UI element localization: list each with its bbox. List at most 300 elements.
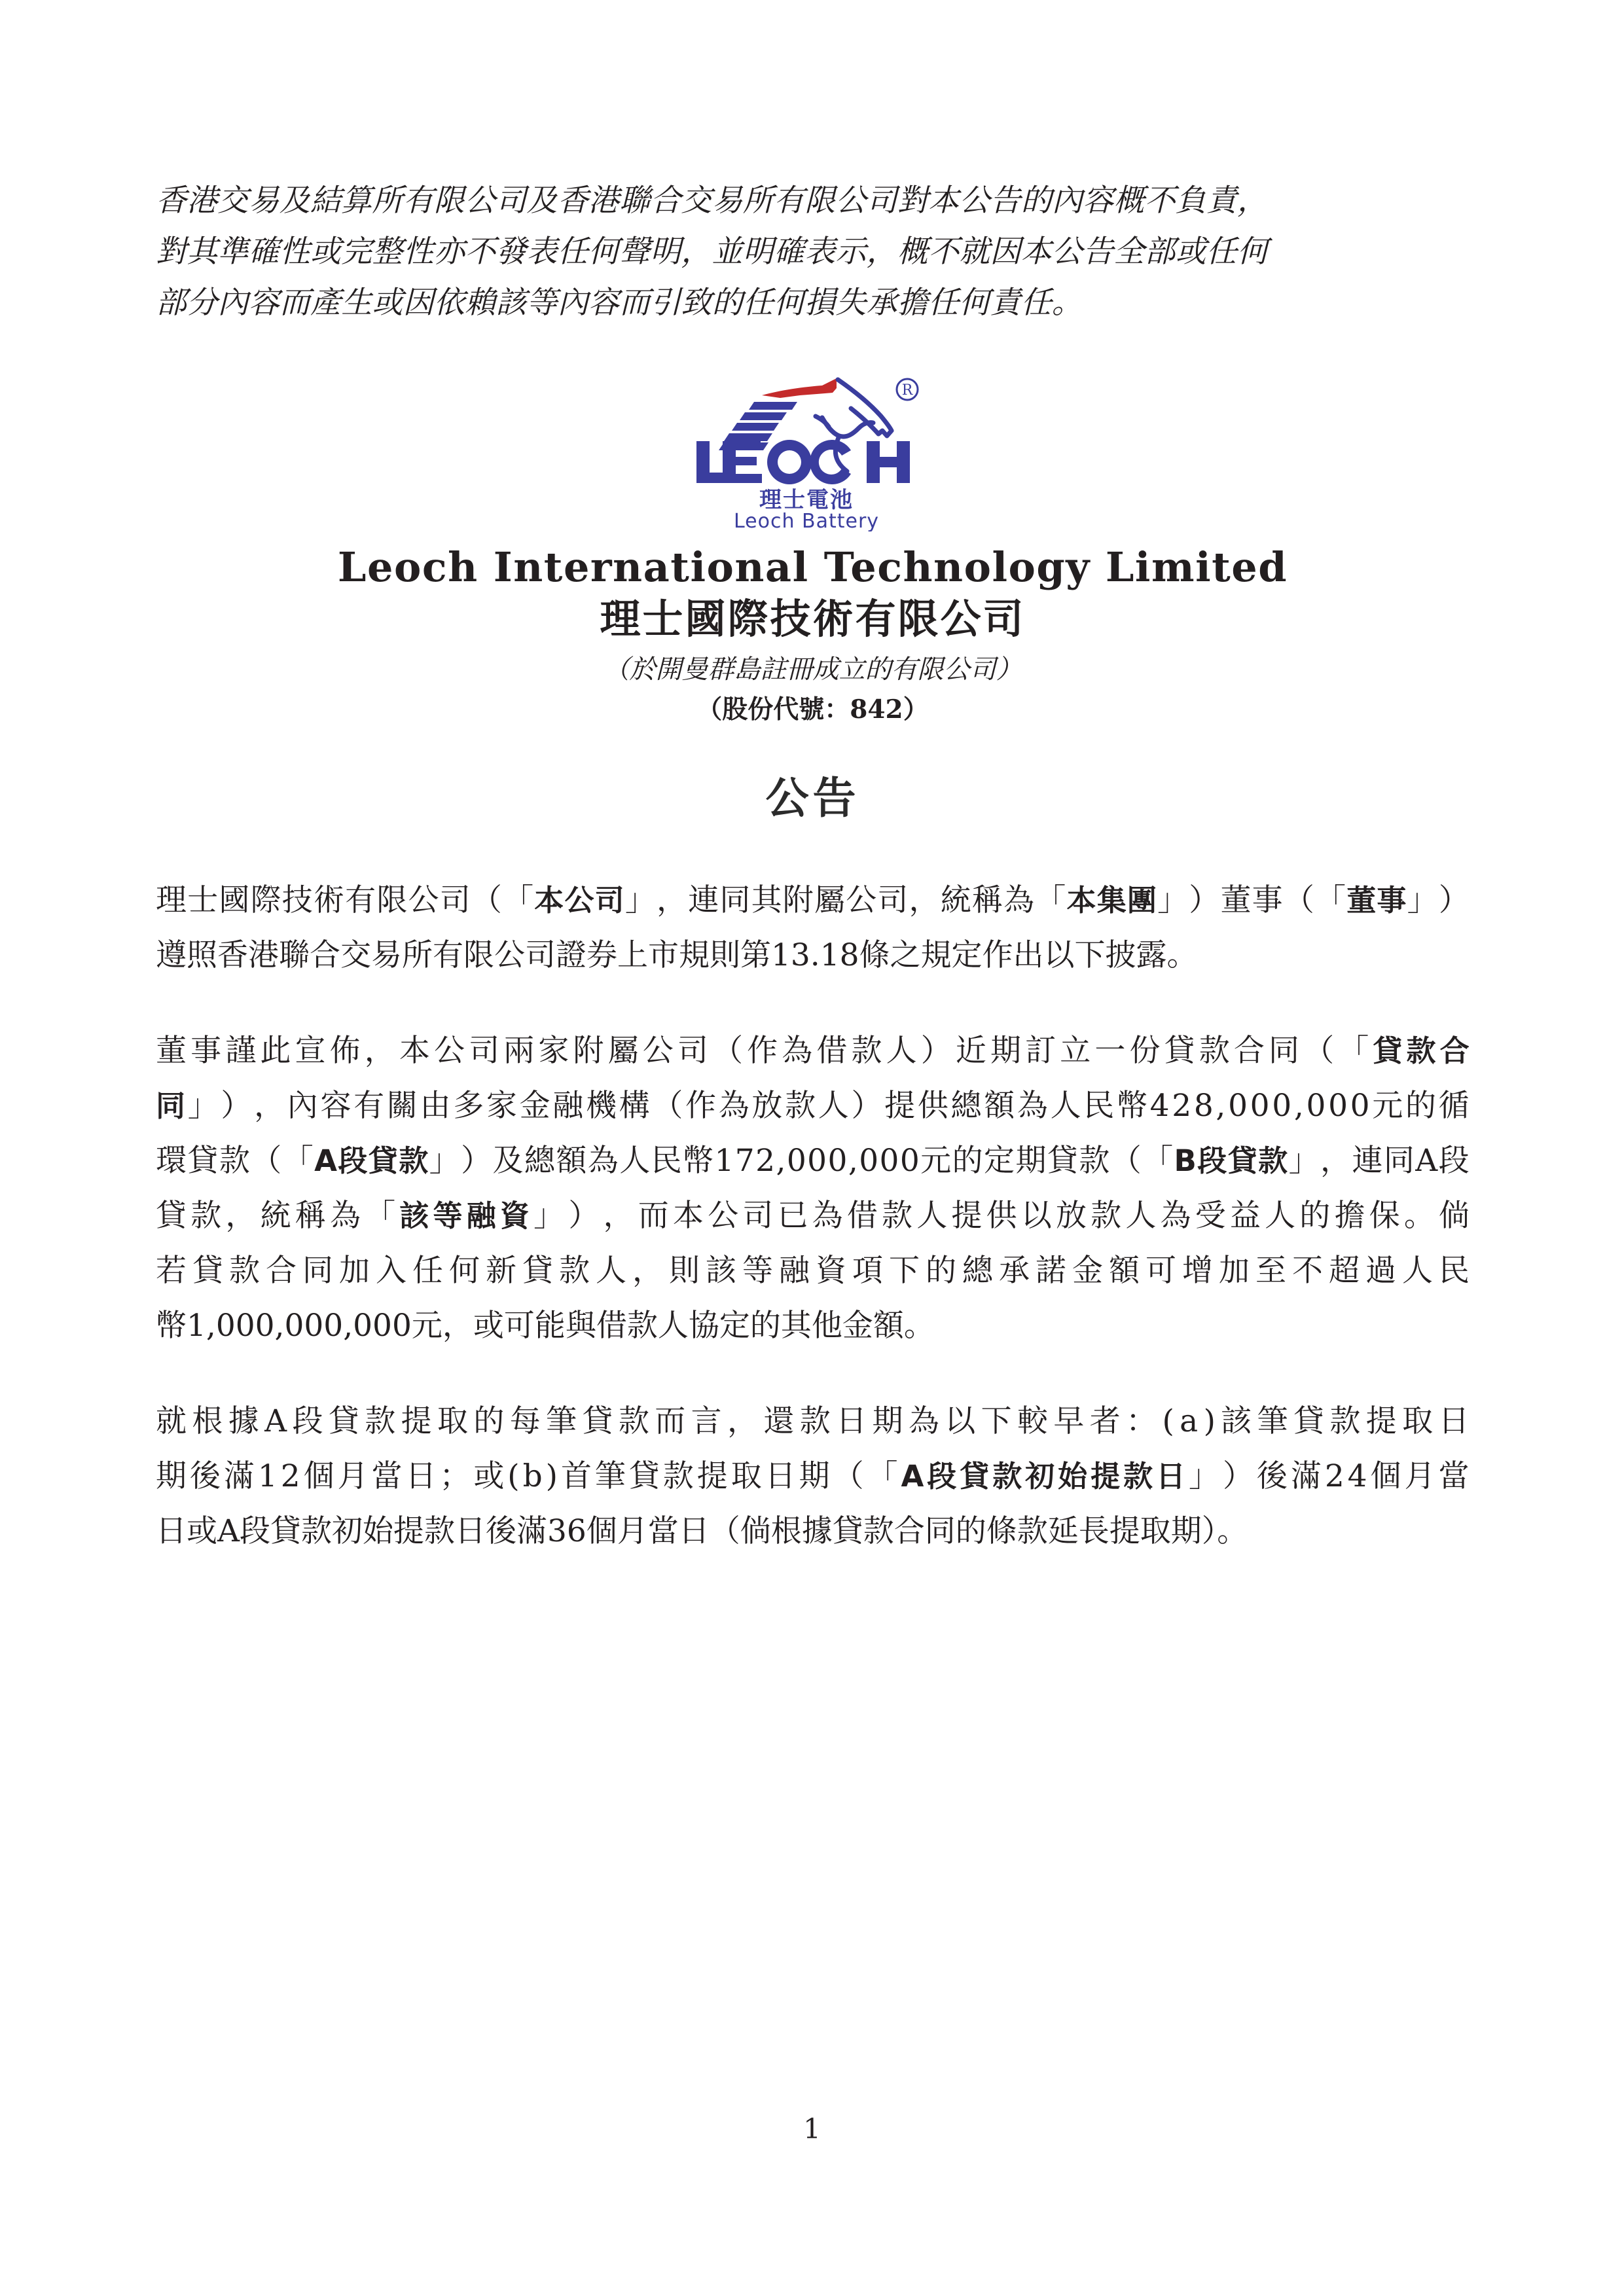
text-char: 民: [1439, 1253, 1470, 1289]
text-char: 機: [585, 1088, 617, 1124]
paragraph-3: [156, 1394, 1470, 1559]
registered-trademark-icon: [897, 379, 918, 400]
text-char: 為: [1160, 1198, 1191, 1234]
text-char: 統: [260, 1198, 291, 1234]
emphasis-char: 合: [1439, 1033, 1470, 1068]
text-char: 1: [714, 1143, 734, 1179]
text-char: 融: [552, 1088, 584, 1124]
stock-code: （股份代號：842）: [696, 694, 929, 725]
text-char: 人: [1265, 1198, 1296, 1234]
disclaimer-line-2: 對其準確性或完整性亦不發表任何聲明，並明確表示，概不就因本公告全部或任何: [156, 234, 1269, 270]
text-char: 2: [1324, 1458, 1344, 1494]
text-char: ): [1203, 1403, 1216, 1439]
text-char: ）: [851, 1088, 882, 1124]
emphasis-char: 本: [1066, 883, 1096, 918]
text-char: 取: [1402, 1403, 1434, 1439]
text-char: 日: [836, 1403, 867, 1439]
page-content: [156, 0, 1470, 1600]
text-char: 理: [156, 882, 187, 918]
text-char: 合: [1233, 1033, 1265, 1069]
text-char: 過: [1365, 1253, 1396, 1289]
text-char: 本: [672, 1198, 704, 1234]
emphasis-char: 貸: [368, 1143, 398, 1178]
text-char: 有: [353, 1088, 385, 1124]
text-char: 人: [916, 1198, 948, 1234]
text-char: 關: [386, 1088, 418, 1124]
emphasis-char: 款: [1258, 1143, 1288, 1178]
text-char: b: [522, 1458, 543, 1494]
text-char: 屬: [814, 882, 845, 918]
text-char: 為: [908, 1403, 939, 1439]
text-char: 有: [345, 882, 376, 918]
emphasis-char: A: [901, 1459, 924, 1494]
text-char: 融: [779, 1253, 810, 1289]
emphasis-char: 公: [564, 883, 594, 918]
text-char: 段: [292, 1403, 323, 1439]
text-char: 為: [1003, 882, 1035, 918]
text-char: 公: [408, 882, 439, 918]
text-char: 個: [1370, 1458, 1401, 1494]
emphasis-char: 款: [1406, 1033, 1436, 1068]
text-char: 際: [250, 882, 281, 918]
text-char: ：: [1126, 1403, 1157, 1439]
paragraph-line: [156, 1394, 1470, 1449]
text-char: 立: [1060, 1033, 1091, 1069]
text-char: ）: [461, 1143, 492, 1179]
text-char: 司: [742, 1198, 774, 1234]
text-char: ）: [221, 1088, 252, 1124]
text-char: 人: [1402, 1253, 1433, 1289]
text-char: 款: [851, 1033, 882, 1069]
paragraph-line: [156, 1299, 1470, 1354]
text-char: 款: [1091, 1198, 1122, 1234]
emphasis-char: 等: [433, 1198, 463, 1233]
company-name-zh: 理士國際技術有限公司: [600, 595, 1026, 643]
text-char: 附: [573, 1033, 604, 1069]
text-char: 「: [282, 1143, 314, 1179]
text-char: 取: [731, 1458, 762, 1494]
text-char: 合: [266, 1253, 297, 1289]
text-char: 人: [596, 1253, 626, 1289]
text-char: 術: [313, 882, 344, 918]
text-char: 0: [899, 1143, 920, 1179]
text-char: 據: [228, 1403, 259, 1439]
text-char: 司: [877, 882, 909, 918]
text-char: 0: [1272, 1088, 1292, 1124]
text-char: 加: [1219, 1253, 1250, 1289]
text-char: 4: [1347, 1458, 1367, 1494]
text-char: 作: [747, 1033, 778, 1069]
text-char: 屬: [607, 1033, 639, 1069]
text-char: 超: [1329, 1253, 1360, 1289]
text-char: 資: [816, 1253, 846, 1289]
text-char: 日: [765, 1458, 796, 1494]
text-char: ；: [439, 1458, 471, 1494]
text-char: 1: [257, 1458, 278, 1494]
company-logo: [156, 368, 1470, 531]
emphasis-char: 董: [1346, 883, 1377, 918]
text-char: 貸: [522, 1253, 553, 1289]
text-char: 貸: [1047, 1143, 1078, 1179]
text-char: 益: [1229, 1198, 1261, 1234]
text-char: 提: [884, 1088, 916, 1124]
text-char: 額: [1109, 1253, 1140, 1289]
text-char: 款: [785, 1088, 816, 1124]
text-char: 」: [187, 1088, 219, 1124]
emphasis-char: 初: [1025, 1459, 1055, 1494]
text-run: 日或A段貸款初始提款日後滿36個月當日（倘根據貸款合同的條款延長提取期）。: [156, 1513, 1248, 1549]
text-char: 擔: [1334, 1198, 1365, 1234]
emphasis-char: 同: [156, 1088, 186, 1123]
text-char: ）: [568, 1198, 600, 1234]
paragraph-line: [156, 1079, 1470, 1134]
text-char: 2: [755, 1143, 776, 1179]
logo-chinese-name: 理士電池: [759, 487, 854, 513]
emphasis-char: 段: [1197, 1143, 1227, 1178]
text-char: 款: [229, 1253, 260, 1289]
text-char: ，: [1320, 1143, 1352, 1179]
text-char: 」: [533, 1198, 565, 1234]
text-char: 的: [1405, 1088, 1436, 1124]
text-char: ）: [1222, 1458, 1254, 1494]
text-char: 稱: [971, 882, 1003, 918]
text-char: 貸: [582, 1403, 613, 1439]
text-char: 定: [984, 1143, 1015, 1179]
text-char: 內: [287, 1088, 318, 1124]
text-char: 總: [950, 1088, 982, 1124]
text-char: 事: [190, 1033, 222, 1069]
text-char: 受: [1195, 1198, 1226, 1234]
text-char: ）: [1189, 882, 1220, 918]
text-char: (: [1162, 1403, 1174, 1439]
emphasis-char: 款: [992, 1459, 1022, 1494]
text-char: 供: [986, 1198, 1017, 1234]
text-char: 多: [453, 1088, 484, 1124]
text-char: 0: [1306, 1088, 1326, 1124]
page-number: 1: [803, 2113, 821, 2145]
text-char: 款: [1199, 1033, 1230, 1069]
emphasis-char: 本: [534, 883, 564, 918]
text-run: 幣1,000,000,000元，或可能與借款人協定的其他金額。: [156, 1308, 935, 1344]
text-char: ，: [254, 1088, 285, 1124]
paragraph-line: [156, 1244, 1470, 1299]
text-char: 下: [889, 1253, 920, 1289]
text-char: 統: [940, 882, 971, 918]
text-char: 筆: [1257, 1403, 1288, 1439]
text-char: 個: [303, 1458, 334, 1494]
text-char: 事: [1252, 882, 1283, 918]
text-char: （: [652, 1088, 683, 1124]
text-char: 為: [1017, 1088, 1048, 1124]
text-char: 金: [519, 1088, 550, 1124]
text-char: 言: [691, 1403, 722, 1439]
text-char: 0: [807, 1143, 827, 1179]
text-char: 「: [1315, 882, 1346, 918]
text-char: 同: [1269, 1033, 1299, 1069]
text-char: （: [251, 1143, 282, 1179]
text-char: ，: [632, 1253, 663, 1289]
emphasis-char: 段: [927, 1459, 957, 1494]
text-char: 借: [846, 1198, 878, 1234]
text-char: 期: [156, 1458, 187, 1494]
paragraph-line: [156, 873, 1470, 928]
text-char: 月: [337, 1458, 369, 1494]
svg-text:R: R: [901, 382, 912, 399]
text-char: ，: [364, 1033, 395, 1069]
text-char: 0: [1350, 1088, 1370, 1124]
text-char: 後: [189, 1458, 221, 1494]
text-char: （: [833, 1458, 864, 1494]
text-char: 同: [302, 1253, 333, 1289]
text-char: 較: [1017, 1403, 1048, 1439]
text-char: 總: [524, 1143, 555, 1179]
text-char: 此: [260, 1033, 291, 1069]
emphasis-char: 集: [1096, 883, 1127, 918]
text-char: 司: [469, 1033, 500, 1069]
text-char: 而: [638, 1198, 669, 1234]
text-char: ）: [1438, 882, 1470, 918]
text-char: 宣: [295, 1033, 326, 1069]
emphasis-char: 資: [499, 1198, 530, 1233]
text-char: 由: [420, 1088, 451, 1124]
text-char: 「: [1035, 882, 1066, 918]
emphasis-char: A: [314, 1143, 337, 1178]
text-char: 公: [708, 1198, 739, 1234]
text-char: 者: [1089, 1403, 1121, 1439]
emphasis-char: 貸: [1373, 1033, 1403, 1068]
text-char: （: [1110, 1143, 1142, 1179]
text-char: ，: [727, 1403, 758, 1439]
text-char: ,: [776, 1143, 786, 1179]
text-char: 0: [827, 1143, 848, 1179]
text-char: 則: [669, 1253, 700, 1289]
emphasis-char: 事: [1377, 883, 1407, 918]
text-char: 筆: [594, 1458, 626, 1494]
paragraph-line: [156, 1189, 1470, 1244]
text-char: 0: [1228, 1088, 1248, 1124]
text-char: ,: [1293, 1088, 1304, 1124]
text-char: 款: [882, 1198, 912, 1234]
text-char: 項: [852, 1253, 883, 1289]
text-char: 技: [281, 882, 313, 918]
text-char: 「: [1338, 1033, 1369, 1069]
text-char: 加: [339, 1253, 370, 1289]
logo-english-name: Leoch Battery: [733, 510, 879, 531]
text-char: 0: [786, 1143, 806, 1179]
text-char: 款: [1329, 1403, 1361, 1439]
text-char: 0: [859, 1143, 879, 1179]
text-char: A: [1415, 1143, 1438, 1179]
text-char: 何: [449, 1253, 480, 1289]
text-char: 已: [777, 1198, 808, 1234]
paragraph-line: [156, 1504, 1470, 1559]
text-char: 可: [1146, 1253, 1176, 1289]
text-char: 人: [1125, 1198, 1157, 1234]
announcement-body: [156, 873, 1470, 1559]
paragraph-2: [156, 1024, 1470, 1354]
text-char: 謹: [225, 1033, 257, 1069]
text-char: 期: [990, 1033, 1021, 1069]
text-char: 額: [556, 1143, 587, 1179]
text-char: 保: [1369, 1198, 1400, 1234]
text-char: 款: [559, 1253, 590, 1289]
text-char: 4: [1149, 1088, 1170, 1124]
text-char: 貸: [156, 1198, 187, 1234]
text-char: 「: [503, 882, 534, 918]
text-char: 「: [365, 1198, 396, 1234]
text-char: 為: [782, 1033, 813, 1069]
text-char: 份: [1129, 1033, 1161, 1069]
text-char: 元: [1372, 1088, 1403, 1124]
text-char: 」: [1189, 1458, 1219, 1494]
text-char: 貸: [328, 1403, 359, 1439]
text-char: 司: [439, 882, 471, 918]
text-char: 貸: [192, 1253, 223, 1289]
text-char: 以: [1020, 1198, 1052, 1234]
disclaimer-line-1: 香港交易及結算所有限公司及香港聯合交易所有限公司對本公告的內容概不負責，: [156, 183, 1269, 219]
incorporation-note: （於開曼群島註冊成立的有限公司）: [603, 655, 1022, 685]
text-char: 提: [951, 1198, 983, 1234]
text-char: 增: [1182, 1253, 1213, 1289]
text-char: 日: [405, 1458, 437, 1494]
text-char: 貸: [628, 1458, 660, 1494]
text-char: 佈: [329, 1033, 361, 1069]
text-char: 2: [1172, 1088, 1192, 1124]
text-char: 附: [782, 882, 814, 918]
text-char: 公: [434, 1033, 465, 1069]
text-char: 同: [1383, 1143, 1415, 1179]
text-char: 為: [587, 1143, 619, 1179]
text-char: 同: [719, 882, 751, 918]
text-char: 月: [1404, 1458, 1435, 1494]
text-char: 而: [655, 1403, 686, 1439]
horse-mane-shape: [762, 378, 837, 398]
text-char: a: [1180, 1403, 1199, 1439]
text-char: 家: [486, 1088, 517, 1124]
text-char: 諾: [1036, 1253, 1066, 1289]
text-char: 0: [1250, 1088, 1270, 1124]
text-char: 款: [662, 1458, 694, 1494]
text-char: 0: [1328, 1088, 1348, 1124]
text-char: 」: [1157, 882, 1189, 918]
text-char: 首: [560, 1458, 592, 1494]
text-char: 0: [879, 1143, 899, 1179]
text-char: 為: [718, 1088, 749, 1124]
text-char: 總: [962, 1253, 993, 1289]
text-char: 容: [320, 1088, 352, 1124]
text-char: 款: [799, 1403, 831, 1439]
text-char: 當: [371, 1458, 403, 1494]
text-char: 人: [818, 1088, 849, 1124]
text-char: 連: [688, 882, 719, 918]
paragraph-1: [156, 873, 1470, 983]
text-char: 的: [473, 1403, 505, 1439]
text-char: 連: [1352, 1143, 1383, 1179]
text-run: 遵照香港聯合交易所有限公司證券上市規則第13.18條之規定作出以下披露。: [156, 937, 1198, 973]
text-char: 期: [872, 1403, 903, 1439]
text-char: 其: [751, 882, 782, 918]
emphasis-char: 貸: [1227, 1143, 1257, 1178]
text-char: 早: [1053, 1403, 1085, 1439]
text-char: 額: [984, 1088, 1015, 1124]
text-char: 一: [1094, 1033, 1126, 1069]
text-char: 構: [619, 1088, 650, 1124]
text-char: 人: [886, 1033, 917, 1069]
text-char: ，: [225, 1198, 257, 1234]
text-char: 貸: [1164, 1033, 1195, 1069]
leoch-wordmark: [696, 440, 910, 484]
text-char: 該: [706, 1253, 736, 1289]
text-char: 款: [190, 1198, 222, 1234]
text-char: 期: [799, 1458, 830, 1494]
text-char: (: [507, 1458, 520, 1494]
text-char: （: [1303, 1033, 1335, 1069]
text-char: 國: [219, 882, 250, 918]
emphasis-char: 融: [466, 1198, 496, 1233]
text-char: 新: [486, 1253, 516, 1289]
text-char: 日: [1438, 1403, 1470, 1439]
emphasis-char: 司: [594, 883, 624, 918]
text-char: 士: [187, 882, 219, 918]
text-char: 」: [1288, 1143, 1320, 1179]
text-char: 取: [437, 1403, 468, 1439]
text-char: 放: [1055, 1198, 1087, 1234]
text-char: 本: [399, 1033, 430, 1069]
text-char: 稱: [295, 1198, 326, 1234]
text-char: 限: [376, 882, 408, 918]
text-char: 環: [156, 1143, 187, 1179]
text-char: ,: [1216, 1088, 1226, 1124]
text-char: 人: [1050, 1088, 1081, 1124]
text-char: 的: [1299, 1198, 1331, 1234]
text-char: 至: [1255, 1253, 1286, 1289]
text-char: 供: [917, 1088, 948, 1124]
text-char: 貸: [187, 1143, 219, 1179]
text-char: 筆: [546, 1403, 577, 1439]
text-char: 就: [156, 1403, 187, 1439]
text-char: 期: [1015, 1143, 1047, 1179]
paragraph-line: [156, 1024, 1470, 1079]
paragraph-line: [156, 1134, 1470, 1189]
text-char: 若: [156, 1253, 187, 1289]
text-char: 2: [280, 1458, 300, 1494]
text-char: 每: [509, 1403, 541, 1439]
text-char: 民: [1083, 1088, 1115, 1124]
text-char: 款: [365, 1403, 396, 1439]
text-char: 根: [192, 1403, 223, 1439]
text-char: 「: [867, 1458, 898, 1494]
text-char: 提: [1365, 1403, 1397, 1439]
text-char: 入: [376, 1253, 406, 1289]
text-char: ): [545, 1458, 558, 1494]
emphasis-char: 款: [1123, 1459, 1153, 1494]
text-char: 元: [920, 1143, 952, 1179]
text-char: 7: [734, 1143, 755, 1179]
text-char: 公: [642, 1033, 674, 1069]
emphasis-char: 提: [1091, 1459, 1121, 1494]
text-char: 等: [742, 1253, 773, 1289]
disclaimer-line-3: 部分內容而產生或因依賴該等內容而引致的任何損失承擔任何責任。: [156, 285, 1083, 321]
text-char: （: [1283, 882, 1314, 918]
text-char: 。: [1403, 1198, 1435, 1234]
leoch-logo-graphic: [682, 368, 944, 531]
text-char: 承: [999, 1253, 1030, 1289]
emphasis-char: 款: [399, 1143, 429, 1178]
text-char: 兩: [503, 1033, 535, 1069]
text-char: 」: [429, 1143, 460, 1179]
text-char: ，: [909, 882, 940, 918]
text-char: 貸: [1293, 1403, 1325, 1439]
